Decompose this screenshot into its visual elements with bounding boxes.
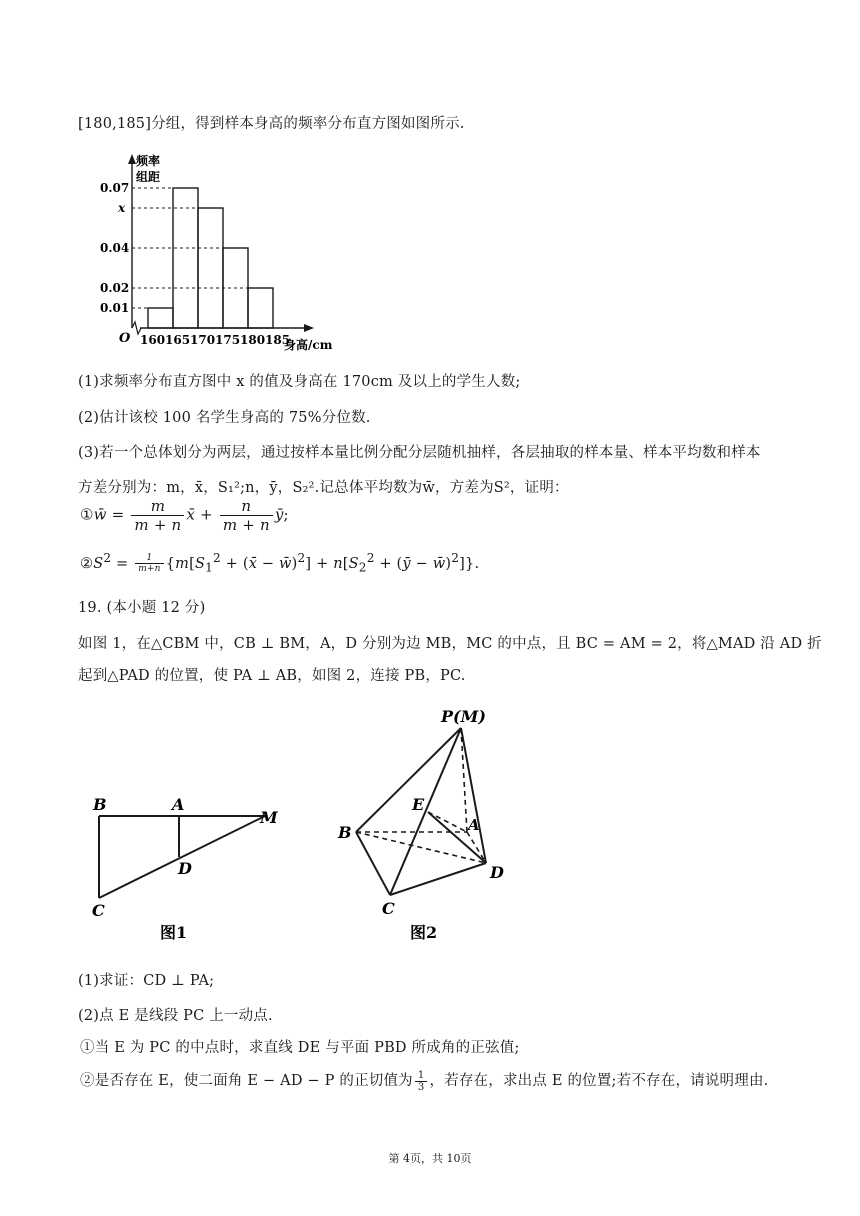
q19-part1: (1)求证：CD ⊥ PA; [78,973,215,989]
origin-label: O [119,331,131,346]
fig1-label-M: M [260,808,278,827]
y-tick-label: 0.01 [100,301,130,315]
histogram-bars [132,188,273,328]
q19-sub2-text-b: ，若存在，求出点 E 的位置;若不存在，请说明理由. [429,1073,769,1089]
x-tick-label: 170 [190,333,216,347]
y-axis-arrow [128,154,136,164]
fig2-label-B: B [338,823,352,842]
y-tick-label: x [118,201,126,215]
y-tick-label: 0.02 [100,281,130,295]
fig1-label-A: A [172,795,185,814]
page-footer: 第 4页，共 10页 [388,1152,472,1165]
fig2-label-P: P(M) [441,707,486,726]
fig1-label-D: D [178,859,192,878]
formula1-mark: ① [80,505,94,524]
fraction-denominator: 3 [417,1081,425,1093]
x-tick-label: 165 [165,333,191,347]
q18-part3b: 方差分别为：m，x̄，S₁²;n，ȳ，S₂².记总体平均数为w̄，方差为S²，证明： [78,480,569,496]
fig1-label-B: B [93,795,107,814]
fig2-label-D: D [490,863,504,882]
q19-sub2 [80,1069,768,1093]
fig2-label-A: A [468,816,480,834]
y-label-top: 频率 [136,154,161,168]
histogram-bar [198,208,223,328]
q18-part3a: (3)若一个总体划分为两层，通过按样本量比例分配分层随机抽样，各层抽取的样本量、样本平均数和样本 [78,445,761,461]
y-tick-label: 0.07 [100,181,130,195]
q19-part2: (2)点 E 是线段 PC 上一动点. [78,1008,273,1024]
q18-part2: (2)估计该校 100 名学生身高的 75%分位数. [78,410,371,426]
x-tick-label: 185 [265,333,291,347]
fig2-caption: 图2 [410,923,438,942]
fraction-numerator: 1 [415,1070,428,1082]
figure-1 [80,790,300,950]
fig1-caption: 图1 [160,923,188,942]
x-axis-arrow [304,324,314,332]
y-label-bottom: 组距 [136,170,161,184]
q19-stem1: 如图 1，在△CBM 中，CB ⊥ BM，A，D 分别为边 MB，MC 的中点，且 BC = AM = 2，将△MAD 沿 AD 折 [78,636,822,652]
x-tick-labels [140,333,290,347]
y-tick-label: 0.04 [100,241,130,255]
x-axis-label: 身高/cm [284,338,333,352]
q19-sub1: ①当 E 为 PC 的中点时，求直线 DE 与平面 PBD 所成角的正弦值; [80,1040,520,1056]
histogram-bar [248,288,273,328]
q19-stem2: 起到△PAD 的位置，使 PA ⊥ AB，如图 2，连接 PB，PC. [78,668,466,684]
formula-variance: $②S^2$ = $\frac{1}{m+n}$ {$m[S_1^2$ + (x̄ − w̄)$^2$] + $n[S_2^2$ + (ȳ − w̄)$^2$]}. [80,551,480,575]
q18-part1: (1)求频率分布直方图中 x 的值及身高在 170cm 及以上的学生人数; [78,374,521,390]
figure-2 [330,700,550,950]
x-tick-label: 180 [240,333,266,347]
histogram-bar [148,308,173,328]
q19-sub2-text-a: ②是否存在 E，使二面角 E − AD − P 的正切值为 [80,1073,413,1089]
intro-line: [180,185]分组，得到样本身高的频率分布直方图如图所示. [78,116,465,132]
formula-mean: ①w̄ = $\frac{m}{m + n}$ x̄ + $\frac{n}{m + n}$ ȳ; [80,497,289,534]
x-tick-label: 175 [215,333,241,347]
y-tick-labels [100,181,129,315]
fig2-label-E: E [412,795,425,814]
q19-title: 19. (本小题 12 分) [78,600,206,616]
x-tick-label: 160 [140,333,166,347]
histogram-bar [173,188,198,328]
frequency-histogram [100,150,360,355]
formula2-mark: ② [80,555,94,572]
fig2-label-C: C [382,899,395,918]
fig1-label-C: C [92,901,105,920]
